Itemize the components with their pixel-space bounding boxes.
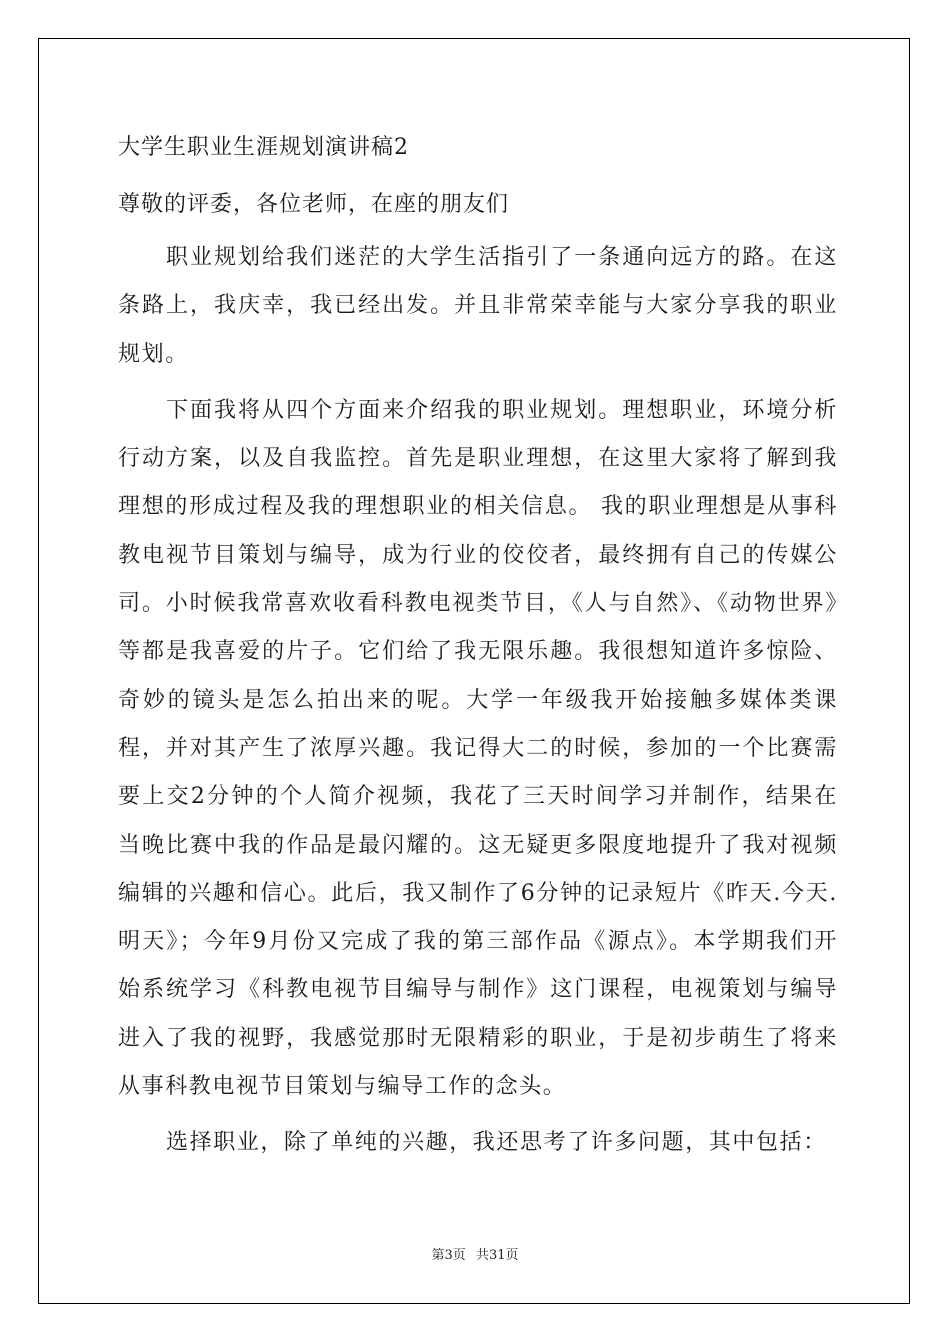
page-footer (0, 1244, 950, 1263)
total-pages: 共31页 (475, 1248, 519, 1263)
page-number: 第3页 (431, 1248, 466, 1263)
paragraph-2: 下面我将从四个方面来介绍我的职业规划。理想职业，环境分析行动方案，以及自我监控。首先是职业理想，在这里大家将了解到我理想的形成过程及我的理想职业的相关信息。 我的职业理想是从事科教电视节目策划与编导，成为行业的佼佼者，最终拥有自己的传媒公司。小时候我常喜欢收看科教电视类节目，《人与自然》、《动物世界》等都是我喜爱的片子。它们给了我无限乐趣。我很想知道许多惊险、奇妙的镜头是怎么拍出来的呢。大学一年级我开始接触多媒体类课程，并对其产生了浓厚兴趣。我记得大二的时候，参加的一个比赛需要上交2分钟的个人简介视频，我花了三天时间学习并制作，结果在当晚比赛中我的作品是最闪耀的。这无疑更多限度地提升了我对视频编辑的兴趣和信心。此后，我又制作了6分钟的记录短片《昨天.今天.明天》；今年9月份又完成了我的第三部作品《源点》。本学期我们开始系统学习《科教电视节目编导与制作》这门课程，电视策划与编导进入了我的视野，我感觉那时无限精彩的职业，于是初步萌生了将来从事科教电视节目策划与编导工作的念头。 (118, 397, 838, 1100)
paragraph-1: 职业规划给我们迷茫的大学生活指引了一条通向远方的路。在这条路上，我庆幸，我已经出发。并且非常荣幸能与大家分享我的职业规划。 (118, 245, 838, 367)
document-title: 大学生职业生涯规划演讲稿2 (118, 135, 409, 160)
paragraph-3: 选择职业，除了单纯的兴趣，我还思考了许多问题，其中包括： (166, 1130, 827, 1156)
document-body (118, 120, 838, 1176)
salutation: 尊敬的评委，各位老师，在座的朋友们 (118, 192, 510, 217)
